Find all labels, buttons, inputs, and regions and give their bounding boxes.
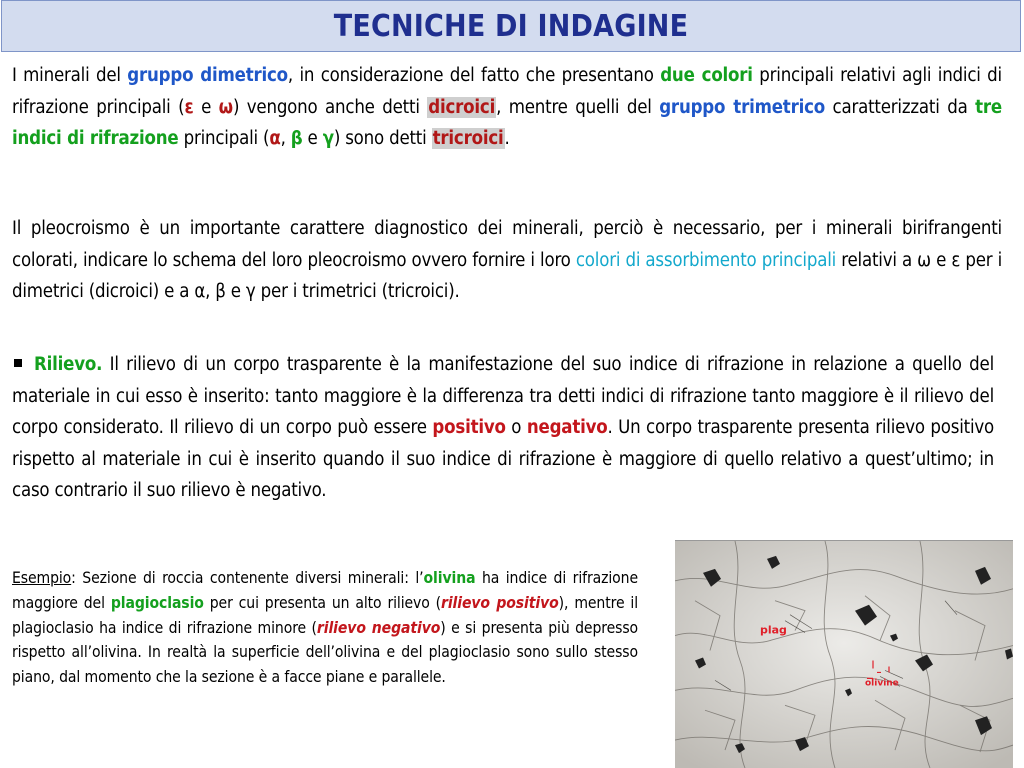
term-rilievo-negativo: rilievo negativo <box>316 618 441 637</box>
symbol-beta: β <box>290 128 303 149</box>
term-gruppo-trimetrico: gruppo trimetrico <box>659 96 825 118</box>
term-gruppo-dimetrico: gruppo dimetrico <box>127 65 288 86</box>
term-olivina: olivina <box>423 569 476 587</box>
term-due-colori: due colori <box>660 65 753 86</box>
symbol-epsilon: ε <box>184 96 194 118</box>
symbol-alpha: α <box>269 128 281 149</box>
term-rilievo: Rilievo. <box>34 354 103 375</box>
term-negativo: negativo <box>526 417 608 438</box>
term-colori-assorbimento: colori di assorbimento principali <box>575 249 837 271</box>
term-plagioclasio: plagioclasio <box>110 593 204 612</box>
paragraph-pleocroismo: Il pleocroismo è un importante carattere diagnostico dei minerali, perciò è necessario, per i minerali birifrangenti colorati, indicare lo schema del loro pleocroismo ovvero fornire i loro colori di assorbimento principali relativi a ω e ε per i dimetrici (dicroici) e a α, β e γ per i trimetrici (tricroici). <box>12 218 1002 302</box>
bullet-rilievo: Rilievo. Il rilievo di un corpo trasparente è la manifestazione del suo indice di rifrazione in relazione a quello del materiale in cui esso è inserito: tanto maggiore è la differenza tra detti indici di rifrazione tanto maggiore è il rilievo del corpo considerato. Il rilievo di un corpo può essere positivo o negativo. Un corpo trasparente presenta rilievo positivo rispetto al materiale in cui è inserito quando il suo indice di rifrazione è maggiore di quello relativo a quest’ultimo; in caso contrario il suo rilievo è negativo. <box>12 354 995 501</box>
label-esempio: Esempio <box>12 569 72 587</box>
term-tricroici: tricroici <box>432 128 504 149</box>
title-bar <box>1 0 1021 52</box>
thin-section-image <box>675 541 1013 768</box>
term-positivo: positivo <box>432 417 506 438</box>
paragraph-esempio: Esempio: Sezione di roccia contenente diversi minerali: l’olivina ha indice di rifrazione maggiore del plagioclasio per cui presenta un alto rilievo (rilievo positivo), mentre il plagioclasio ha indice di rifrazione minore (rilievo negativo) e si presenta più depresso rispetto all’olivina. In realtà la superficie dell’olivina e del plagioclasio sono sullo stesso piano, dal momento che la sezione è a facce piane e parallele. <box>12 569 639 687</box>
photo-label-plag: plag <box>760 623 787 637</box>
photo-label-olivine: olivine <box>865 678 899 689</box>
bullet-square-icon <box>14 359 22 367</box>
term-rilievo-positivo: rilievo positivo <box>441 593 559 612</box>
symbol-omega: ω <box>218 96 233 118</box>
term-tre-indici: tre indici di rifrazione <box>12 96 1002 149</box>
term-dicroici: dicroici <box>428 96 496 118</box>
page-title: TECNICHE DI INDAGINE <box>333 8 689 44</box>
paragraph-dicroici: I minerali del gruppo dimetrico, in considerazione del fatto che presentano due colori principali relativi agli indici di rifrazione principali (ε e ω) vengono anche detti dicroici, mentre quelli del gruppo trimetrico caratterizzati da tre indici di rifrazione principali (α, β e γ) sono detti tricroici. <box>12 65 1002 149</box>
symbol-gamma: γ <box>322 128 334 149</box>
thin-section-photo <box>675 540 1013 768</box>
